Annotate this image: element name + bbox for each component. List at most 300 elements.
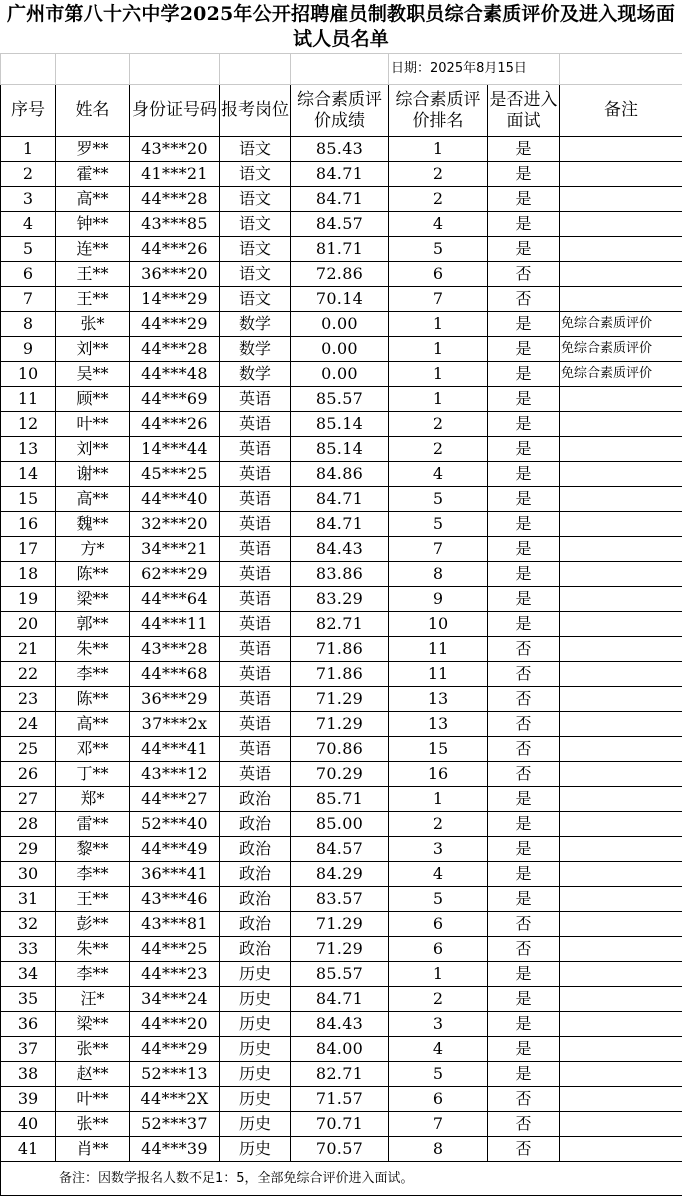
cell-id: 44***26 [130, 412, 220, 437]
cell-position: 语文 [220, 287, 291, 312]
cell-rank: 9 [389, 587, 488, 612]
cell-position: 政治 [220, 912, 291, 937]
table-row [1, 737, 682, 762]
table-row [1, 137, 682, 162]
cell-remark [560, 1037, 682, 1062]
table-row [1, 787, 682, 812]
cell-interview: 是 [488, 137, 560, 162]
cell-name: 王** [56, 887, 130, 912]
cell-name: 吴** [56, 362, 130, 387]
cell-id: 43***20 [130, 137, 220, 162]
header-cell-id: 身份证号码 [130, 85, 220, 137]
cell-remark [560, 162, 682, 187]
table-row [1, 462, 682, 487]
cell-remark [560, 987, 682, 1012]
cell-index: 5 [1, 237, 56, 262]
table-row [1, 237, 682, 262]
cell-id: 44***40 [130, 487, 220, 512]
cell-rank: 5 [389, 237, 488, 262]
table-row [1, 562, 682, 587]
cell-rank: 5 [389, 512, 488, 537]
cell-rank: 8 [389, 562, 488, 587]
cell-interview: 是 [488, 237, 560, 262]
cell-id: 44***29 [130, 312, 220, 337]
table-row [1, 662, 682, 687]
cell-remark: 免综合素质评价 [560, 312, 682, 337]
table-row [1, 987, 682, 1012]
cell-index: 32 [1, 912, 56, 937]
cell-score: 71.86 [291, 662, 389, 687]
cell-rank: 4 [389, 462, 488, 487]
cell-score: 85.57 [291, 387, 389, 412]
cell-score: 83.57 [291, 887, 389, 912]
cell-score: 85.14 [291, 412, 389, 437]
cell-remark [560, 262, 682, 287]
page-title: 广州市第八十六中学2025年公开招聘雇员制教职员综合素质评价及进入现场面试人员名单 [0, 2, 682, 52]
cell-name: 高** [56, 487, 130, 512]
cell-position: 历史 [220, 1062, 291, 1087]
cell-index: 41 [1, 1137, 56, 1162]
cell-rank: 10 [389, 612, 488, 637]
cell-index: 24 [1, 712, 56, 737]
cell-rank: 2 [389, 187, 488, 212]
cell-score: 70.29 [291, 762, 389, 787]
cell-position: 英语 [220, 712, 291, 737]
cell-index: 34 [1, 962, 56, 987]
cell-position: 政治 [220, 812, 291, 837]
cell-name: 李** [56, 962, 130, 987]
cell-id: 14***44 [130, 437, 220, 462]
cell-position: 历史 [220, 1137, 291, 1162]
cell-interview: 是 [488, 862, 560, 887]
table-row [1, 937, 682, 962]
cell-id: 44***26 [130, 237, 220, 262]
cell-index: 8 [1, 312, 56, 337]
table-row [1, 1062, 682, 1087]
cell-position: 语文 [220, 237, 291, 262]
cell-name: 王** [56, 287, 130, 312]
table-row [1, 837, 682, 862]
cell-position: 英语 [220, 512, 291, 537]
cell-interview: 是 [488, 437, 560, 462]
table-row [1, 887, 682, 912]
cell-interview: 是 [488, 887, 560, 912]
cell-id: 43***85 [130, 212, 220, 237]
cell-rank: 1 [389, 362, 488, 387]
cell-score: 0.00 [291, 312, 389, 337]
cell-name: 谢** [56, 462, 130, 487]
cell-position: 语文 [220, 187, 291, 212]
table-row [1, 162, 682, 187]
cell-remark [560, 612, 682, 637]
cell-position: 英语 [220, 587, 291, 612]
cell-index: 20 [1, 612, 56, 637]
cell-name: 连** [56, 237, 130, 262]
table-row [1, 587, 682, 612]
cell-id: 34***24 [130, 987, 220, 1012]
cell-name: 黎** [56, 837, 130, 862]
cell-id: 44***69 [130, 387, 220, 412]
table-row [1, 862, 682, 887]
cell-index: 36 [1, 1012, 56, 1037]
cell-id: 62***29 [130, 562, 220, 587]
cell-index: 29 [1, 837, 56, 862]
cell-id: 36***41 [130, 862, 220, 887]
cell-name: 魏** [56, 512, 130, 537]
cell-rank: 15 [389, 737, 488, 762]
cell-id: 44***20 [130, 1012, 220, 1037]
cell-score: 84.86 [291, 462, 389, 487]
cell-index: 3 [1, 187, 56, 212]
cell-id: 44***28 [130, 187, 220, 212]
cell-remark [560, 487, 682, 512]
table-row [1, 437, 682, 462]
cell-name: 梁** [56, 1012, 130, 1037]
cell-position: 历史 [220, 962, 291, 987]
cell-name: 陈** [56, 687, 130, 712]
cell-index: 10 [1, 362, 56, 387]
cell-interview: 是 [488, 387, 560, 412]
cell-score: 84.71 [291, 187, 389, 212]
table-row [1, 962, 682, 987]
footnote: 备注：因数学报名人数不足1：5，全部免综合评价进入面试。 [1, 1162, 682, 1196]
cell-index: 40 [1, 1112, 56, 1137]
cell-score: 85.57 [291, 962, 389, 987]
cell-id: 37***2x [130, 712, 220, 737]
cell-position: 政治 [220, 862, 291, 887]
cell-rank: 6 [389, 1087, 488, 1112]
cell-interview: 否 [488, 1112, 560, 1137]
cell-rank: 4 [389, 212, 488, 237]
cell-interview: 是 [488, 212, 560, 237]
cell-index: 17 [1, 537, 56, 562]
cell-position: 英语 [220, 412, 291, 437]
cell-remark [560, 212, 682, 237]
cell-interview: 是 [488, 362, 560, 387]
cell-name: 刘** [56, 437, 130, 462]
cell-position: 英语 [220, 637, 291, 662]
cell-interview: 是 [488, 337, 560, 362]
table-row [1, 762, 682, 787]
cell-position: 语文 [220, 212, 291, 237]
table-row [1, 1112, 682, 1137]
cell-remark [560, 537, 682, 562]
cell-remark [560, 562, 682, 587]
cell-interview: 否 [488, 1087, 560, 1112]
cell-position: 英语 [220, 437, 291, 462]
cell-remark [560, 1062, 682, 1087]
cell-position: 历史 [220, 987, 291, 1012]
table-row [1, 912, 682, 937]
header-cell-rank: 综合素质评价排名 [389, 85, 488, 137]
cell-position: 政治 [220, 887, 291, 912]
cell-index: 22 [1, 662, 56, 687]
cell-id: 43***46 [130, 887, 220, 912]
table-row [1, 1012, 682, 1037]
cell-id: 44***48 [130, 362, 220, 387]
cell-position: 政治 [220, 937, 291, 962]
date-label: 日期：2025年8月15日 [389, 54, 560, 85]
cell-interview: 是 [488, 837, 560, 862]
cell-name: 王** [56, 262, 130, 287]
cell-score: 71.57 [291, 1087, 389, 1112]
footnote-row [1, 1162, 682, 1196]
cell-name: 刘** [56, 337, 130, 362]
cell-rank: 6 [389, 912, 488, 937]
cell-position: 历史 [220, 1112, 291, 1137]
date-row [1, 54, 682, 85]
cell-id: 44***29 [130, 1037, 220, 1062]
cell-remark [560, 887, 682, 912]
table-row [1, 1037, 682, 1062]
cell-index: 4 [1, 212, 56, 237]
cell-remark [560, 712, 682, 737]
cell-name: 张* [56, 312, 130, 337]
cell-id: 44***25 [130, 937, 220, 962]
cell-remark [560, 687, 682, 712]
table-row [1, 412, 682, 437]
cell-name: 赵** [56, 1062, 130, 1087]
cell-remark: 免综合素质评价 [560, 362, 682, 387]
cell-name: 叶** [56, 412, 130, 437]
cell-score: 85.43 [291, 137, 389, 162]
table-row [1, 312, 682, 337]
cell-name: 梁** [56, 587, 130, 612]
cell-score: 84.57 [291, 837, 389, 862]
cell-index: 33 [1, 937, 56, 962]
cell-index: 7 [1, 287, 56, 312]
cell-rank: 13 [389, 712, 488, 737]
table-row [1, 1087, 682, 1112]
cell-index: 11 [1, 387, 56, 412]
cell-interview: 是 [488, 612, 560, 637]
cell-remark [560, 437, 682, 462]
cell-remark [560, 637, 682, 662]
cell-score: 85.00 [291, 812, 389, 837]
cell-rank: 1 [389, 337, 488, 362]
cell-score: 71.29 [291, 687, 389, 712]
cell-index: 21 [1, 637, 56, 662]
cell-id: 44***68 [130, 662, 220, 687]
cell-remark [560, 1012, 682, 1037]
cell-score: 82.71 [291, 612, 389, 637]
cell-index: 28 [1, 812, 56, 837]
cell-position: 数学 [220, 362, 291, 387]
cell-score: 84.71 [291, 987, 389, 1012]
cell-remark [560, 1087, 682, 1112]
cell-interview: 是 [488, 787, 560, 812]
candidate-table [0, 53, 682, 1196]
cell-score: 84.71 [291, 512, 389, 537]
cell-name: 李** [56, 662, 130, 687]
cell-rank: 1 [389, 312, 488, 337]
cell-rank: 7 [389, 537, 488, 562]
cell-name: 雷** [56, 812, 130, 837]
cell-name: 张** [56, 1112, 130, 1137]
cell-interview: 是 [488, 462, 560, 487]
cell-remark [560, 412, 682, 437]
cell-name: 陈** [56, 562, 130, 587]
cell-remark: 免综合素质评价 [560, 337, 682, 362]
cell-index: 6 [1, 262, 56, 287]
cell-interview: 是 [488, 1012, 560, 1037]
cell-id: 44***64 [130, 587, 220, 612]
cell-index: 35 [1, 987, 56, 1012]
cell-index: 30 [1, 862, 56, 887]
cell-name: 方* [56, 537, 130, 562]
cell-rank: 4 [389, 1037, 488, 1062]
cell-rank: 13 [389, 687, 488, 712]
cell-id: 52***13 [130, 1062, 220, 1087]
cell-rank: 11 [389, 662, 488, 687]
cell-interview: 是 [488, 412, 560, 437]
cell-score: 71.86 [291, 637, 389, 662]
cell-name: 高** [56, 187, 130, 212]
cell-rank: 11 [389, 637, 488, 662]
cell-score: 71.29 [291, 912, 389, 937]
cell-rank: 16 [389, 762, 488, 787]
cell-score: 72.86 [291, 262, 389, 287]
cell-id: 41***21 [130, 162, 220, 187]
cell-interview: 否 [488, 287, 560, 312]
cell-name: 丁** [56, 762, 130, 787]
cell-interview: 是 [488, 512, 560, 537]
cell-score: 81.71 [291, 237, 389, 262]
cell-id: 45***25 [130, 462, 220, 487]
cell-interview: 是 [488, 187, 560, 212]
cell-name: 朱** [56, 937, 130, 962]
cell-remark [560, 837, 682, 862]
cell-score: 70.57 [291, 1137, 389, 1162]
cell-position: 英语 [220, 487, 291, 512]
cell-interview: 是 [488, 1062, 560, 1087]
cell-score: 71.29 [291, 937, 389, 962]
cell-position: 历史 [220, 1012, 291, 1037]
table-row [1, 512, 682, 537]
cell-rank: 4 [389, 862, 488, 887]
cell-name: 朱** [56, 637, 130, 662]
cell-name: 彭** [56, 912, 130, 937]
table-row [1, 287, 682, 312]
table-row [1, 1137, 682, 1162]
cell-score: 0.00 [291, 337, 389, 362]
cell-id: 43***81 [130, 912, 220, 937]
table-row [1, 262, 682, 287]
cell-index: 15 [1, 487, 56, 512]
cell-rank: 2 [389, 987, 488, 1012]
cell-index: 13 [1, 437, 56, 462]
cell-score: 84.43 [291, 537, 389, 562]
cell-position: 语文 [220, 137, 291, 162]
cell-id: 14***29 [130, 287, 220, 312]
cell-position: 政治 [220, 837, 291, 862]
cell-interview: 否 [488, 262, 560, 287]
cell-index: 39 [1, 1087, 56, 1112]
cell-id: 44***39 [130, 1137, 220, 1162]
cell-id: 44***23 [130, 962, 220, 987]
cell-interview: 否 [488, 662, 560, 687]
cell-remark [560, 862, 682, 887]
cell-score: 85.71 [291, 787, 389, 812]
cell-name: 汪* [56, 987, 130, 1012]
cell-score: 71.29 [291, 712, 389, 737]
cell-interview: 否 [488, 937, 560, 962]
cell-remark [560, 237, 682, 262]
cell-rank: 2 [389, 162, 488, 187]
table-row [1, 212, 682, 237]
cell-interview: 否 [488, 637, 560, 662]
cell-interview: 是 [488, 1037, 560, 1062]
cell-index: 27 [1, 787, 56, 812]
cell-rank: 2 [389, 437, 488, 462]
cell-id: 43***28 [130, 637, 220, 662]
cell-remark [560, 737, 682, 762]
cell-remark [560, 787, 682, 812]
cell-index: 1 [1, 137, 56, 162]
cell-score: 84.00 [291, 1037, 389, 1062]
cell-rank: 5 [389, 1062, 488, 1087]
cell-score: 84.57 [291, 212, 389, 237]
cell-position: 数学 [220, 337, 291, 362]
cell-score: 84.29 [291, 862, 389, 887]
cell-remark [560, 762, 682, 787]
cell-index: 23 [1, 687, 56, 712]
cell-interview: 是 [488, 487, 560, 512]
cell-id: 44***11 [130, 612, 220, 637]
cell-name: 郑* [56, 787, 130, 812]
cell-name: 霍** [56, 162, 130, 187]
cell-interview: 是 [488, 987, 560, 1012]
cell-remark [560, 137, 682, 162]
cell-index: 37 [1, 1037, 56, 1062]
cell-position: 英语 [220, 662, 291, 687]
table-row [1, 387, 682, 412]
cell-interview: 是 [488, 587, 560, 612]
cell-rank: 6 [389, 262, 488, 287]
cell-rank: 5 [389, 487, 488, 512]
cell-rank: 7 [389, 287, 488, 312]
cell-rank: 8 [389, 1137, 488, 1162]
cell-rank: 6 [389, 937, 488, 962]
table-row [1, 487, 682, 512]
cell-interview: 是 [488, 812, 560, 837]
table-row [1, 187, 682, 212]
cell-remark [560, 662, 682, 687]
cell-position: 政治 [220, 787, 291, 812]
cell-score: 85.14 [291, 437, 389, 462]
cell-name: 肖** [56, 1137, 130, 1162]
cell-score: 84.43 [291, 1012, 389, 1037]
cell-id: 32***20 [130, 512, 220, 537]
cell-rank: 7 [389, 1112, 488, 1137]
cell-interview: 否 [488, 1137, 560, 1162]
cell-interview: 否 [488, 762, 560, 787]
cell-position: 英语 [220, 762, 291, 787]
cell-remark [560, 812, 682, 837]
table-row [1, 637, 682, 662]
header-cell-name: 姓名 [56, 85, 130, 137]
cell-position: 英语 [220, 537, 291, 562]
cell-remark [560, 462, 682, 487]
cell-score: 82.71 [291, 1062, 389, 1087]
cell-position: 语文 [220, 162, 291, 187]
cell-index: 2 [1, 162, 56, 187]
cell-rank: 2 [389, 412, 488, 437]
cell-remark [560, 1137, 682, 1162]
cell-id: 52***37 [130, 1112, 220, 1137]
cell-index: 19 [1, 587, 56, 612]
cell-index: 18 [1, 562, 56, 587]
